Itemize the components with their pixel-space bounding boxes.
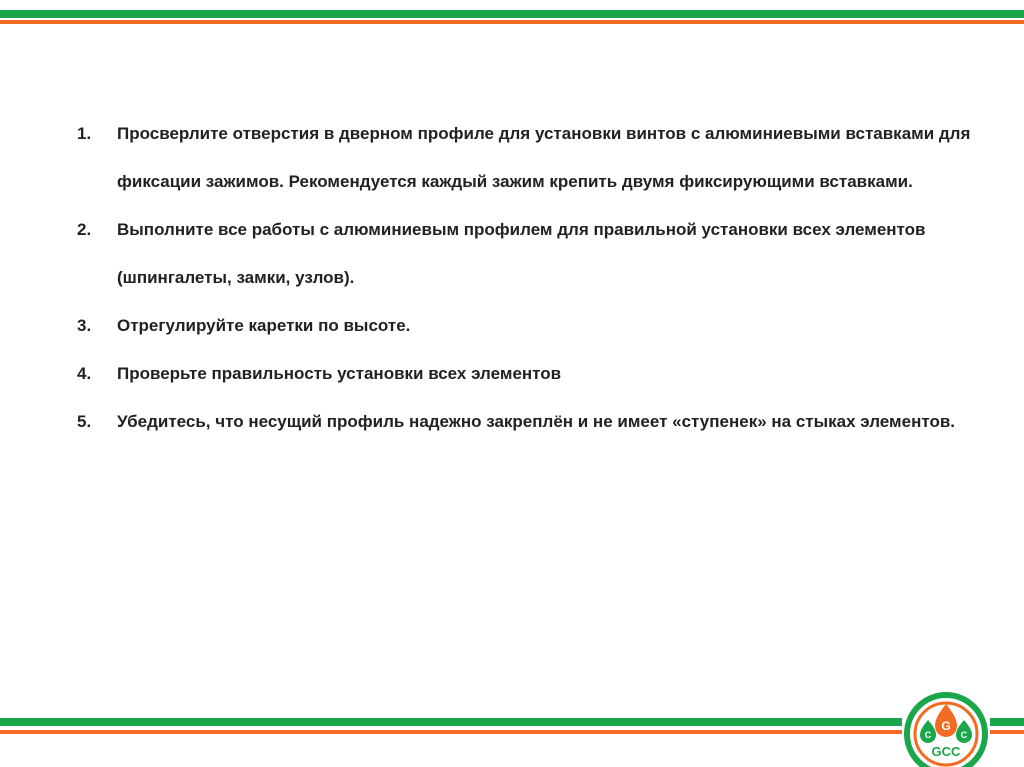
list-item [77,350,997,398]
item-text: Убедитесь, что несущий профиль надежно закреплён и не имеет «ступенек» на стыках элементов. [117,412,955,431]
item-number: 1. [77,124,92,143]
list-item [77,206,997,302]
bottom-orange-stripe [0,730,1024,734]
item-text: Отрегулируйте каретки по высоте. [117,316,411,335]
item-text: Выполните все работы с алюминиевым профилем для правильной установки всех элементов (шпингалеты, замки, узлов). [117,220,926,287]
list-item [77,398,997,446]
svg-text:G: G [941,719,951,733]
item-number: 4. [77,364,92,383]
item-text: Просверлите отверстия в дверном профиле для установки винтов с алюминиевыми вставками для фиксации зажимов. Рекомендуется каждый зажим крепить двумя фиксирующими вставками. [117,124,971,191]
logo-text: GCC [931,744,961,759]
top-green-stripe [0,10,1024,18]
gcc-logo-icon [902,690,990,767]
item-text: Проверьте правильность установки всех элементов [117,364,562,383]
list-item [77,110,997,206]
item-number: 3. [77,316,92,335]
item-number: 2. [77,220,92,239]
svg-text:C: C [960,730,968,740]
item-number: 5. [77,412,92,431]
gcc-logo-graphic [902,690,990,767]
top-orange-stripe [0,20,1024,24]
instruction-list [77,110,997,446]
bottom-green-stripe [0,718,1024,726]
svg-text:C: C [924,730,932,740]
list-item [77,302,997,350]
